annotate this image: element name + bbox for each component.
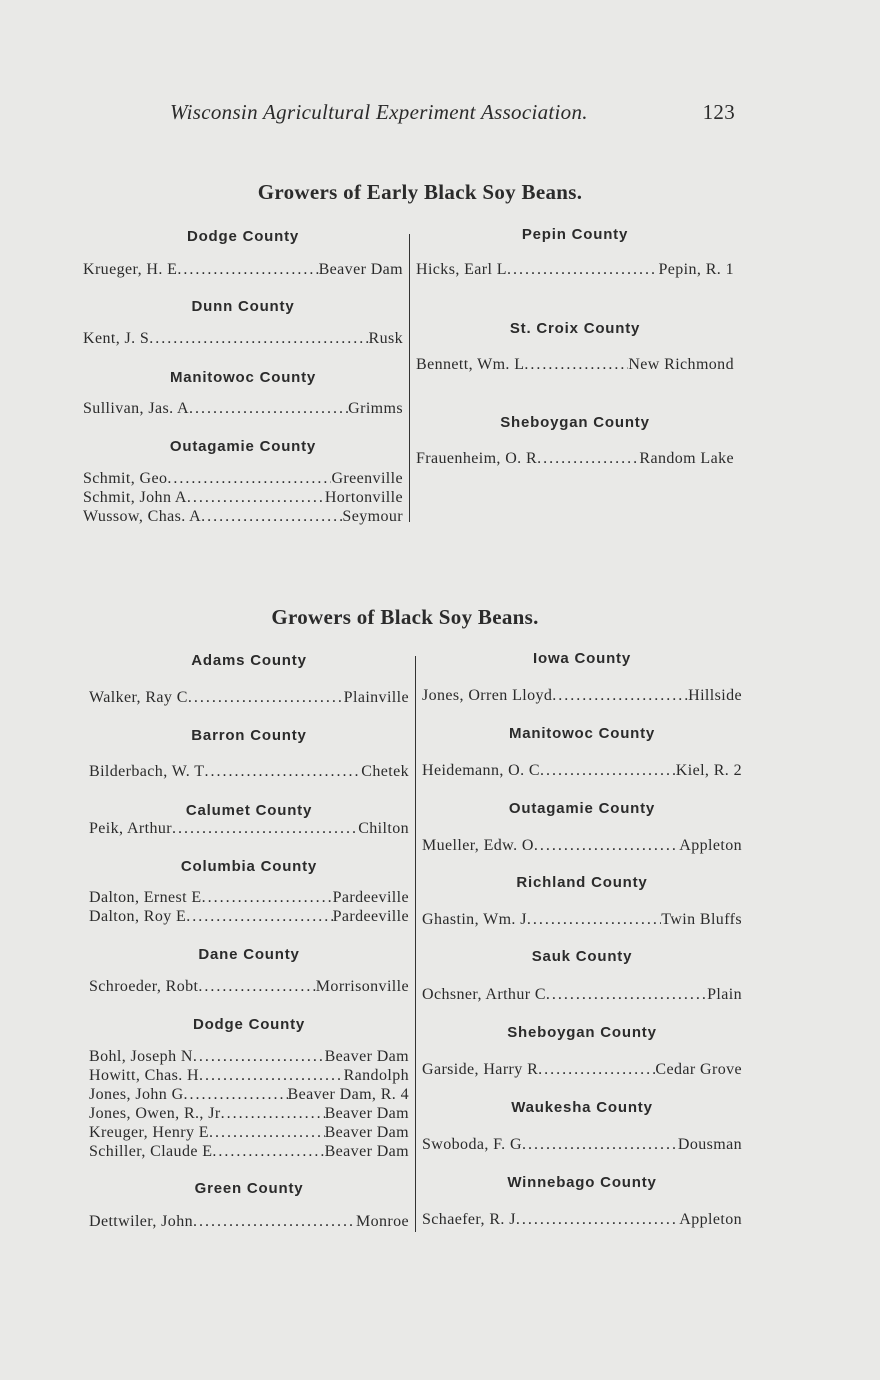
grower-place: Rusk <box>368 330 403 347</box>
grower-entry <box>422 762 742 780</box>
grower-name: Swoboda, F. G <box>422 1136 522 1153</box>
grower-place: Chetek <box>361 763 409 780</box>
grower-place: Hortonville <box>324 489 403 506</box>
grower-place: Grimms <box>348 400 403 417</box>
grower-place: Greenville <box>331 470 403 487</box>
grower-entry <box>89 763 409 781</box>
grower-entry <box>89 1105 409 1123</box>
right-column <box>416 226 734 486</box>
grower-place: Beaver Dam <box>324 1143 409 1160</box>
county-heading: Dodge County <box>186 228 300 245</box>
county-heading: Sauk County <box>531 948 633 965</box>
county-heading: St. Croix County <box>509 320 641 337</box>
grower-name: Wussow, Chas. A <box>83 508 202 525</box>
page-number: 123 <box>702 100 735 124</box>
left-column <box>83 228 403 528</box>
grower-place: Pardeeville <box>332 908 409 925</box>
column-divider <box>409 234 410 522</box>
grower-place: Appleton <box>679 837 742 854</box>
grower-entry <box>416 261 734 279</box>
county-heading: Manitowoc County <box>508 725 656 742</box>
grower-name: Jones, Owen, R., Jr <box>89 1105 221 1122</box>
grower-place: Beaver Dam, R. 4 <box>287 1086 409 1103</box>
grower-name: Jones, Orren Lloyd <box>422 687 553 704</box>
county-heading: Dunn County <box>191 298 295 315</box>
grower-entry <box>89 889 409 907</box>
grower-name: Jones, John G <box>89 1086 184 1103</box>
column-divider <box>415 656 416 1232</box>
grower-entry <box>422 1211 742 1229</box>
grower-name: Howitt, Chas. H <box>89 1067 199 1084</box>
grower-place: Hillside <box>688 687 742 704</box>
grower-place: Beaver Dam <box>318 261 403 278</box>
left-column <box>89 652 409 1242</box>
county-heading: Iowa County <box>533 650 631 667</box>
grower-entry <box>422 1061 742 1079</box>
grower-entry <box>83 400 403 418</box>
grower-entry <box>89 1124 409 1142</box>
grower-name: Garside, Harry R <box>422 1061 539 1078</box>
grower-entry <box>422 986 742 1004</box>
grower-place: Kiel, R. 2 <box>675 762 742 779</box>
grower-entry <box>89 908 409 926</box>
county-heading: Calumet County <box>185 802 313 819</box>
grower-name: Kreuger, Henry E <box>89 1124 209 1141</box>
running-header-title: Wisconsin Agricultural Experiment Association. <box>170 100 588 124</box>
grower-place: Pepin, R. 1 <box>658 261 734 278</box>
county-heading: Pepin County <box>521 226 629 243</box>
running-header <box>170 100 735 125</box>
grower-entry <box>89 1086 409 1104</box>
county-heading: Outagamie County <box>169 438 317 455</box>
right-column <box>422 650 742 1240</box>
grower-name: Kent, J. S <box>83 330 150 347</box>
county-heading: Winnebago County <box>507 1174 657 1191</box>
grower-name: Dalton, Ernest E <box>89 889 202 906</box>
grower-place: Chilton <box>358 820 409 837</box>
grower-name: Schiller, Claude E <box>89 1143 213 1160</box>
grower-entry <box>83 330 403 348</box>
grower-place: New Richmond <box>628 356 734 373</box>
grower-entry <box>89 1143 409 1161</box>
grower-entry <box>83 261 403 279</box>
grower-entry <box>422 1136 742 1154</box>
grower-place: Dousman <box>677 1136 742 1153</box>
grower-name: Schmit, John A <box>83 489 187 506</box>
grower-place: Monroe <box>355 1213 409 1230</box>
grower-entry <box>89 1213 409 1231</box>
grower-entry <box>89 978 409 996</box>
grower-place: Cedar Grove <box>655 1061 742 1078</box>
grower-name: Dalton, Roy E <box>89 908 187 925</box>
county-heading: Barron County <box>191 727 307 744</box>
grower-entry <box>83 470 403 488</box>
section-title: Growers of Early Black Soy Beans. <box>257 180 583 204</box>
grower-name: Schaefer, R. J <box>422 1211 516 1228</box>
grower-entry <box>89 820 409 838</box>
grower-place: Twin Bluffs <box>661 911 742 928</box>
grower-place: Appleton <box>679 1211 742 1228</box>
grower-place: Plain <box>707 986 742 1003</box>
grower-entry <box>416 356 734 374</box>
grower-entry <box>422 687 742 705</box>
grower-name: Heidemann, O. C <box>422 762 540 779</box>
grower-place: Beaver Dam <box>324 1124 409 1141</box>
grower-place: Pardeeville <box>332 889 409 906</box>
grower-place: Beaver Dam <box>324 1048 409 1065</box>
grower-place: Random Lake <box>639 450 734 467</box>
county-heading: Outagamie County <box>508 800 656 817</box>
grower-name: Bohl, Joseph N <box>89 1048 193 1065</box>
grower-entry <box>83 489 403 507</box>
grower-name: Hicks, Earl L <box>416 261 507 278</box>
grower-place: Seymour <box>342 508 403 525</box>
county-heading: Columbia County <box>180 858 318 875</box>
grower-name: Bennett, Wm. L <box>416 356 525 373</box>
grower-entry <box>83 508 403 526</box>
county-heading: Dodge County <box>192 1016 306 1033</box>
county-heading: Manitowoc County <box>169 369 317 386</box>
grower-place: Plainville <box>343 689 409 706</box>
grower-entry <box>422 911 742 929</box>
grower-name: Dettwiler, John <box>89 1213 194 1230</box>
county-heading: Sheboygan County <box>500 414 650 431</box>
grower-name: Bilderbach, W. T <box>89 763 205 780</box>
county-heading: Adams County <box>191 652 307 669</box>
grower-name: Ochsner, Arthur C <box>422 986 546 1003</box>
grower-entry <box>422 837 742 855</box>
section-title: Growers of Black Soy Beans. <box>271 605 539 629</box>
county-heading: Waukesha County <box>511 1099 653 1116</box>
county-heading: Sheboygan County <box>507 1024 657 1041</box>
grower-name: Schroeder, Robt <box>89 978 199 995</box>
grower-entry <box>89 1067 409 1085</box>
grower-name: Ghastin, Wm. J <box>422 911 527 928</box>
county-heading: Green County <box>194 1180 304 1197</box>
grower-name: Peik, Arthur <box>89 820 173 837</box>
county-heading: Richland County <box>516 874 648 891</box>
grower-name: Mueller, Edw. O <box>422 837 534 854</box>
grower-entry <box>416 450 734 468</box>
grower-name: Sullivan, Jas. A <box>83 400 189 417</box>
grower-name: Krueger, H. E <box>83 261 178 278</box>
grower-place: Morrisonville <box>315 978 409 995</box>
grower-name: Frauenheim, O. R <box>416 450 538 467</box>
county-heading: Dane County <box>198 946 300 963</box>
grower-entry <box>89 1048 409 1066</box>
grower-name: Walker, Ray C <box>89 689 188 706</box>
grower-name: Schmit, Geo <box>83 470 168 487</box>
grower-entry <box>89 689 409 707</box>
grower-place: Randolph <box>343 1067 409 1084</box>
grower-place: Beaver Dam <box>324 1105 409 1122</box>
